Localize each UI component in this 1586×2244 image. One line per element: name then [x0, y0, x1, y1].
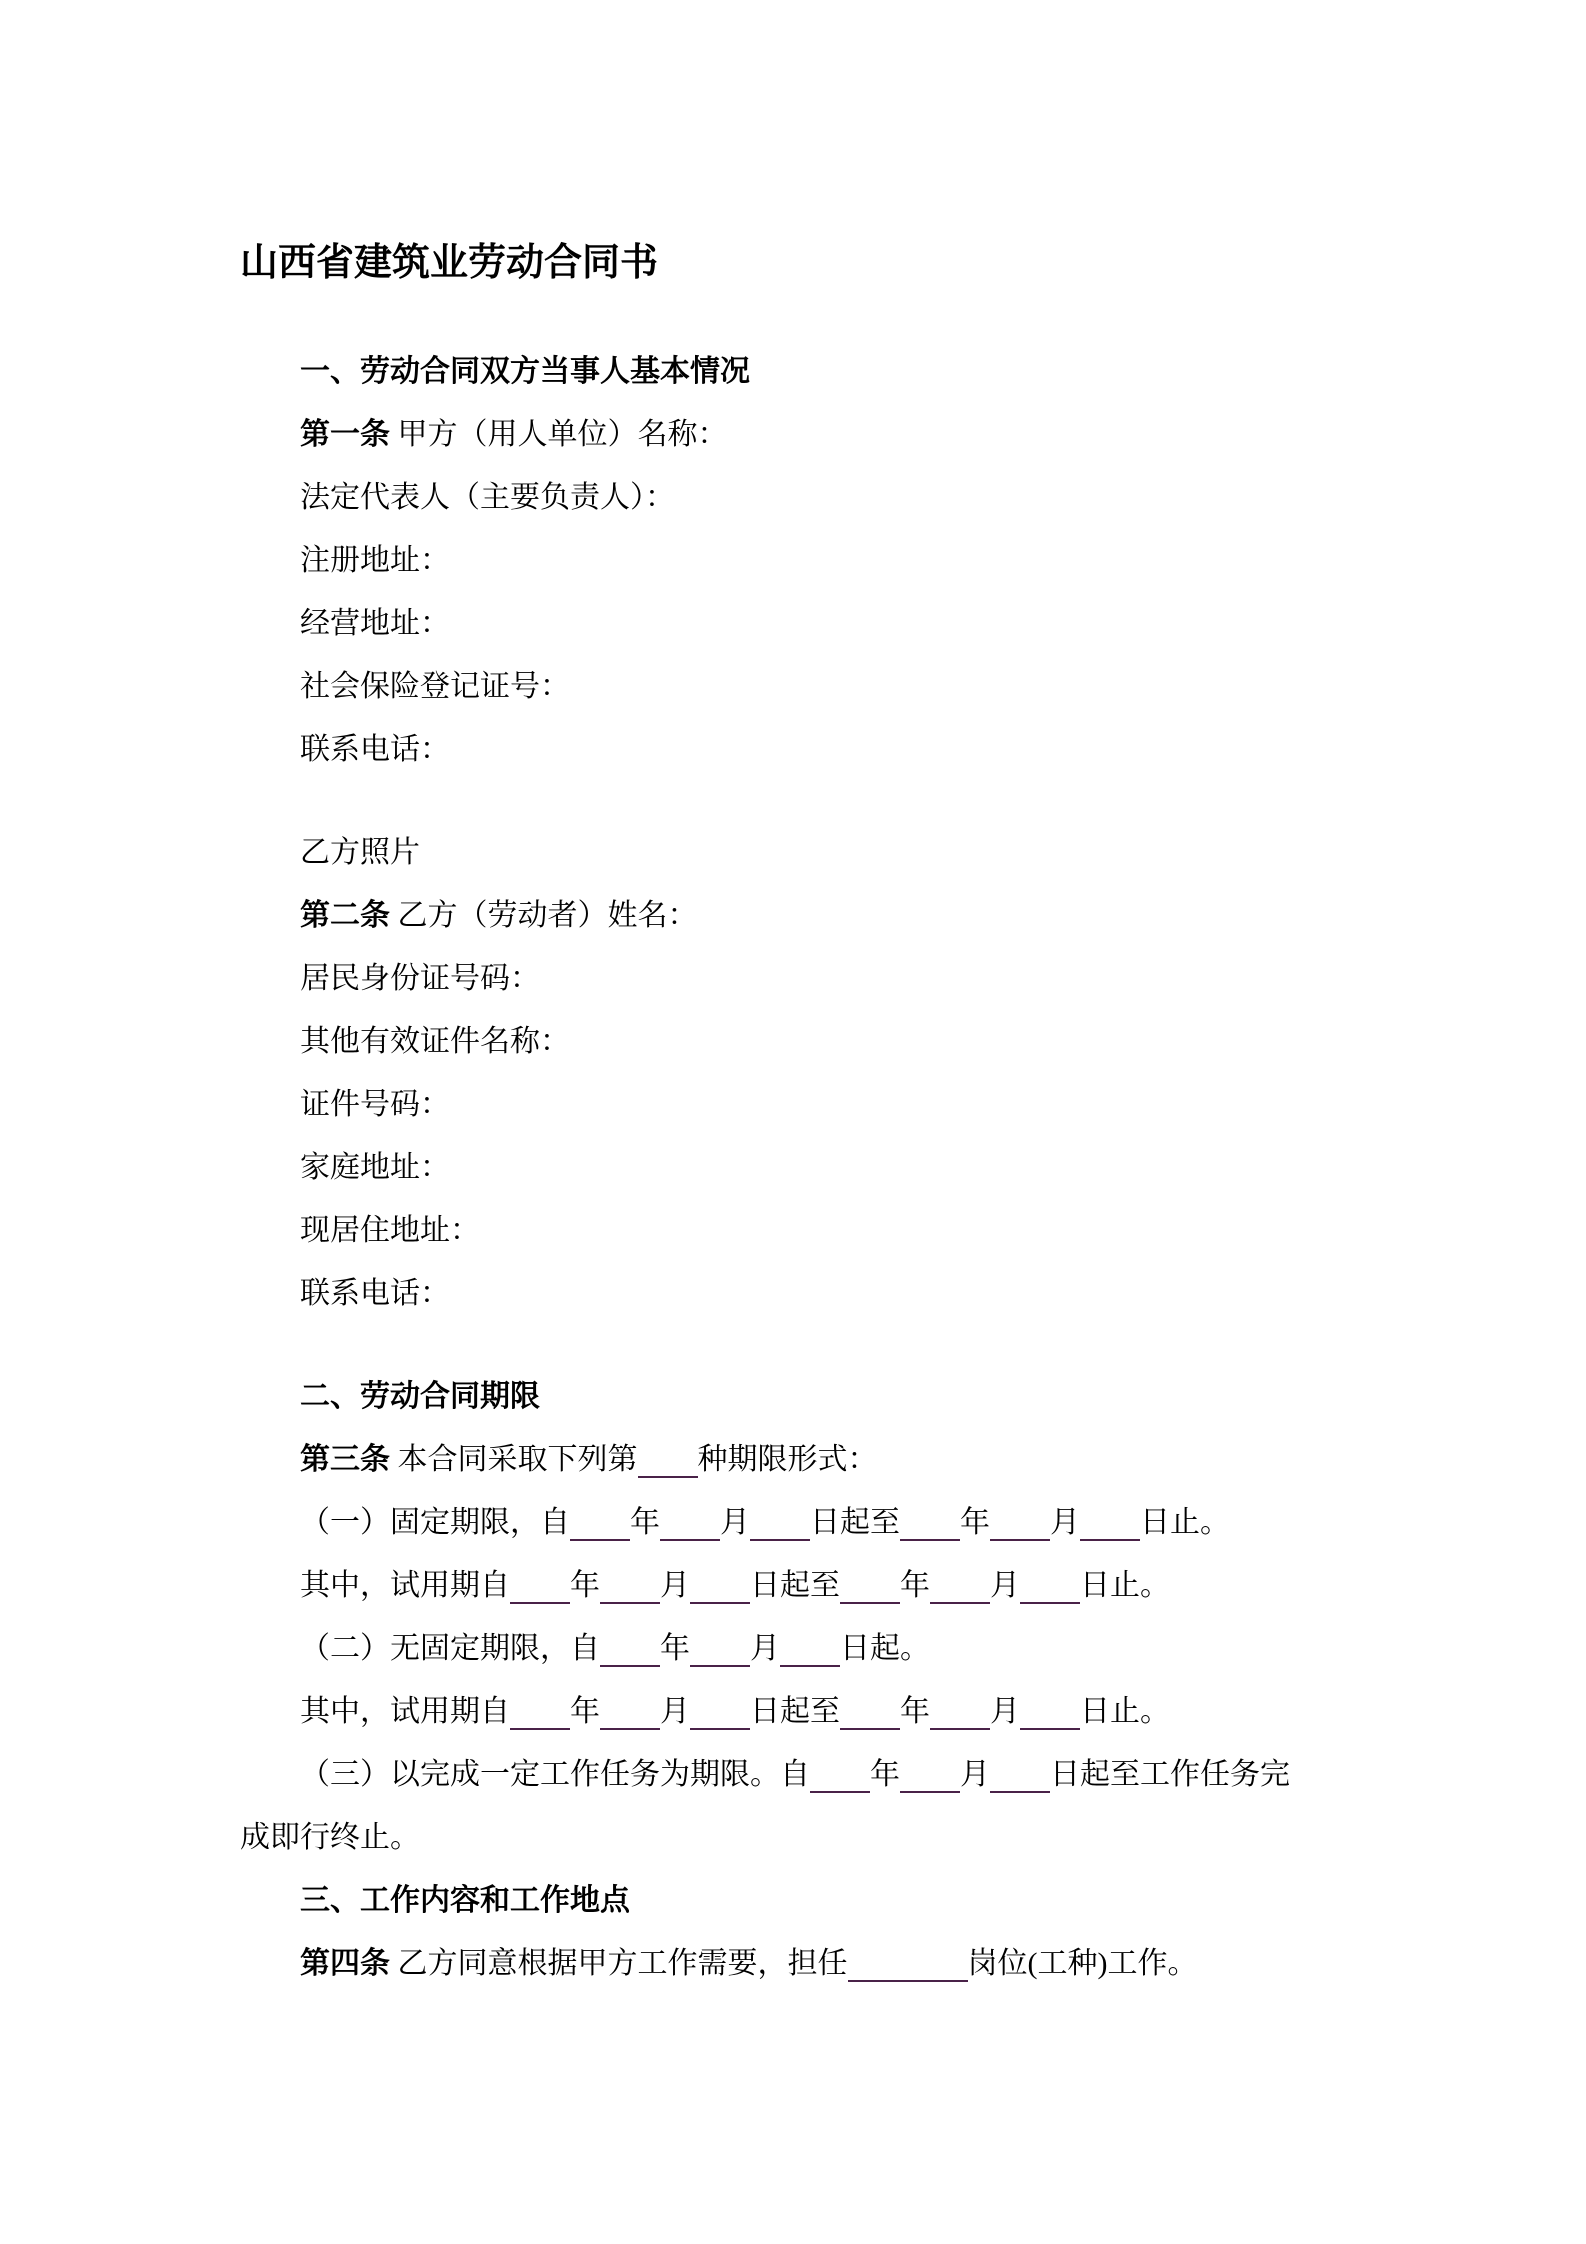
fill-in-blank [900, 1506, 960, 1541]
fill-in-blank [780, 1632, 840, 1667]
fill-in-blank [1020, 1695, 1080, 1730]
fill-in-blank [750, 1506, 810, 1541]
fill-in-blank [690, 1632, 750, 1667]
registered-address-line: 注册地址： [300, 544, 450, 577]
fill-in-blank [690, 1695, 750, 1730]
fill-in-blank [848, 1947, 968, 1982]
fill-in-blank [600, 1569, 660, 1604]
certificate-number-line: 证件号码： [300, 1088, 450, 1121]
clause-1-party-a-name-line: 第一条 甲方（用人单位）名称： [300, 418, 728, 451]
clause-2-party-b-name-line: 第二条 乙方（劳动者）姓名： [300, 899, 698, 932]
fill-in-blank [510, 1695, 570, 1730]
fill-in-blank [600, 1632, 660, 1667]
blank-spacer [240, 1325, 1446, 1365]
party-b-photo-label: 乙方照片 [300, 836, 420, 869]
blank-spacer [240, 781, 1446, 821]
party-b-phone-line: 联系电话： [300, 1277, 450, 1310]
fill-in-blank [1080, 1506, 1140, 1541]
business-address-line: 经营地址： [300, 607, 450, 640]
term-fixed-line: （一）固定期限，自 年 月 日起至 年 月 日止。 [300, 1506, 1230, 1539]
document-title: 山西省建筑业劳动合同书 [240, 242, 659, 284]
id-card-number-line: 居民身份证号码： [300, 962, 540, 995]
fill-in-blank [990, 1506, 1050, 1541]
term-task-based-line: （三）以完成一定工作任务为期限。自 年 月 日起至工作任务完 [300, 1758, 1290, 1791]
term-task-based-wrap-line: 成即行终止。 [240, 1821, 420, 1854]
section-1-heading: 一、劳动合同双方当事人基本情况 [300, 355, 750, 388]
fill-in-blank [930, 1569, 990, 1604]
home-address-line: 家庭地址： [300, 1151, 450, 1184]
fill-in-blank [600, 1695, 660, 1730]
fill-in-blank [510, 1569, 570, 1604]
social-insurance-number-line: 社会保险登记证号： [300, 670, 570, 703]
fill-in-blank [638, 1443, 698, 1478]
clause-3-term-type-line: 第三条 本合同采取下列第 种期限形式： [300, 1443, 878, 1476]
other-certificate-name-line: 其他有效证件名称： [300, 1025, 570, 1058]
party-a-phone-line: 联系电话： [300, 733, 450, 766]
fill-in-blank [840, 1569, 900, 1604]
fill-in-blank [840, 1695, 900, 1730]
clause-4-position-line: 第四条 乙方同意根据甲方工作需要，担任 岗位(工种)工作。 [300, 1947, 1198, 1980]
current-address-line: 现居住地址： [300, 1214, 480, 1247]
fill-in-blank [570, 1506, 630, 1541]
fill-in-blank [930, 1695, 990, 1730]
legal-representative-line: 法定代表人（主要负责人）： [300, 481, 675, 514]
section-2-heading: 二、劳动合同期限 [300, 1380, 540, 1413]
term-open-probation-line: 其中，试用期自 年 月 日起至 年 月 日止。 [300, 1695, 1170, 1728]
fill-in-blank [900, 1758, 960, 1793]
term-fixed-probation-line: 其中，试用期自 年 月 日起至 年 月 日止。 [300, 1569, 1170, 1602]
fill-in-blank [810, 1758, 870, 1793]
term-open-ended-line: （二）无固定期限，自 年 月 日起。 [300, 1632, 930, 1665]
fill-in-blank [660, 1506, 720, 1541]
section-3-heading: 三、工作内容和工作地点 [300, 1884, 630, 1917]
fill-in-blank [690, 1569, 750, 1604]
fill-in-blank [1020, 1569, 1080, 1604]
fill-in-blank [990, 1758, 1050, 1793]
